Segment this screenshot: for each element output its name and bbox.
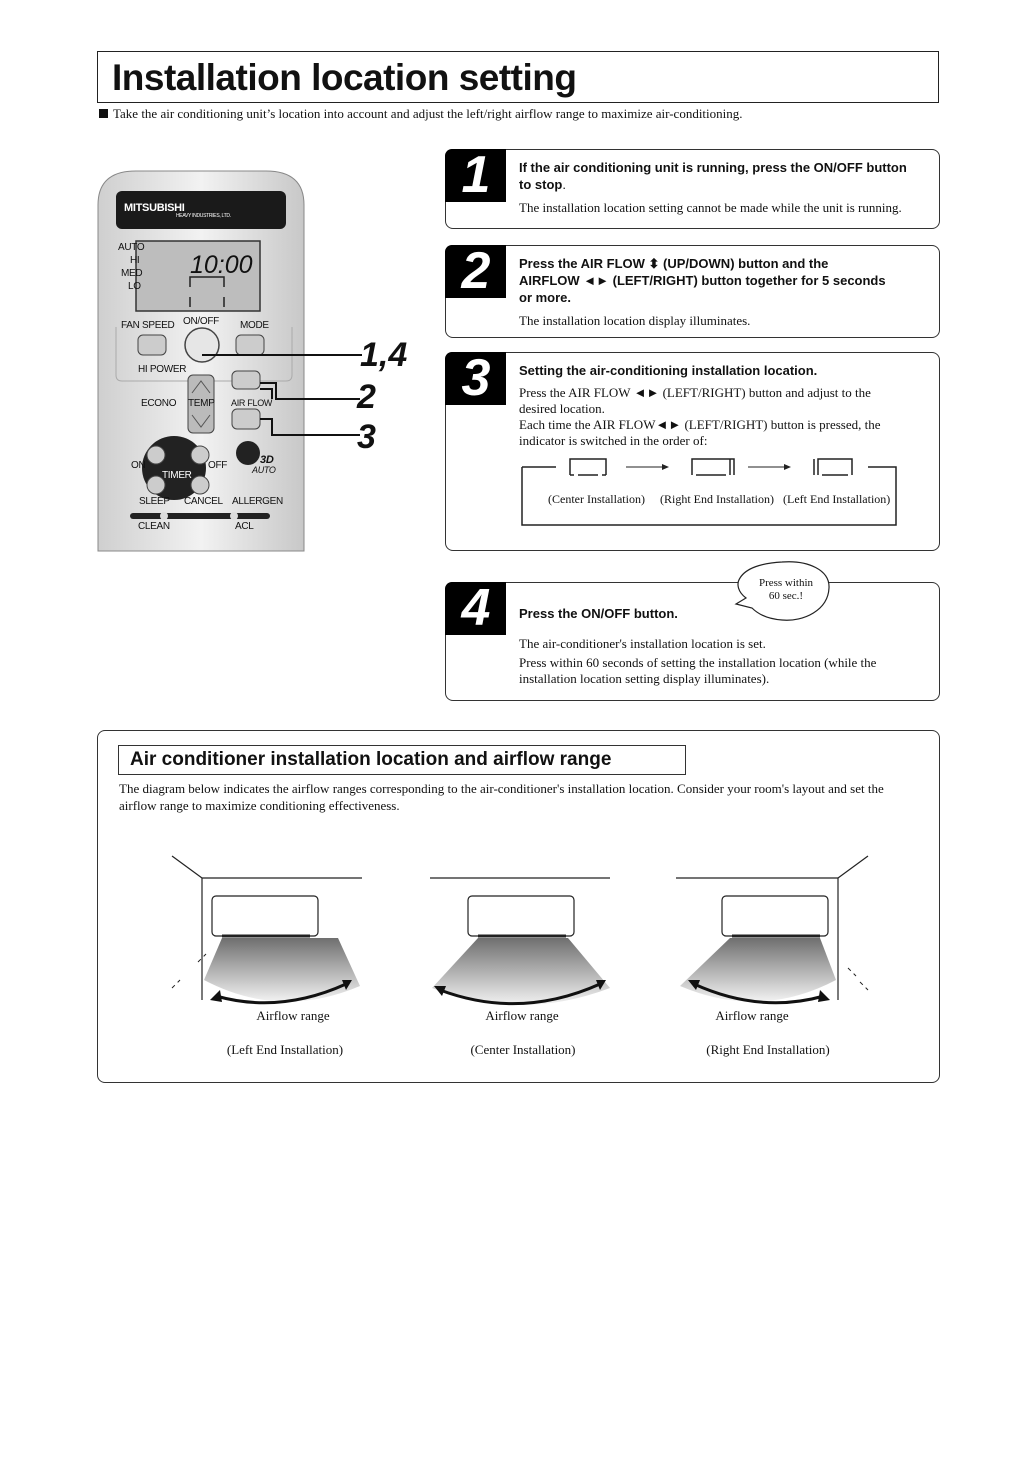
- page-title: Installation location setting: [112, 57, 577, 98]
- step-2-heading-line: or more.: [519, 290, 572, 305]
- callout-2: 2: [357, 378, 376, 416]
- step-1-number: 1: [461, 146, 491, 204]
- cycle-left-end-label: (Left End Installation): [783, 492, 891, 506]
- left-end-diagram: [172, 856, 362, 1003]
- step-2-heading-line: Press the AIR FLOW ⬍ (UP/DOWN) button and the: [519, 256, 829, 271]
- step-1-heading-tail: .: [562, 177, 566, 192]
- section-title: Air conditioner installation location and airflow range: [130, 749, 612, 770]
- step-4-body: [519, 636, 939, 687]
- step-2-heading-line: AIRFLOW ◄► (LEFT/RIGHT) button together for 5 seconds: [519, 273, 886, 288]
- step-3: [445, 349, 940, 551]
- remote-econo-label: ECONO: [141, 398, 177, 409]
- bullet-square-icon: [99, 109, 108, 118]
- step-4-number-badge: [445, 579, 506, 637]
- cycle-center-label: (Center Installation): [548, 492, 645, 506]
- speech-bubble-line: 60 sec.!: [768, 590, 804, 602]
- step-4-body-line: The air-conditioner's installation location is set.: [519, 636, 766, 651]
- remote-airflow-label: AIR FLOW: [231, 398, 273, 408]
- step-3-body-line: desired location.: [519, 401, 605, 416]
- remote-hi-label: HI: [130, 255, 140, 266]
- right-end-caption: (Right End Installation): [706, 1042, 830, 1057]
- right-end-range-label: Airflow range: [715, 1008, 789, 1023]
- step-4-heading: Press the ON/OFF button.: [519, 606, 678, 621]
- remote-clean-label: CLEAN: [138, 521, 170, 532]
- speech-bubble-line: Press within: [758, 577, 814, 589]
- remote-allergen-label: ALLERGEN: [232, 496, 283, 507]
- remote-onoff-label: ON/OFF: [183, 316, 219, 327]
- remote-display-time: 10:00: [190, 251, 253, 279]
- cycle-right-end-label: (Right End Installation): [660, 492, 774, 506]
- speech-bubble-text: [748, 577, 824, 603]
- remote-lo-label: LO: [128, 281, 141, 292]
- intro-text: Take the air conditioning unit’s location into account and adjust the left/right airflow range to maximize air-conditioning.: [113, 106, 743, 121]
- callout-3: 3: [357, 418, 376, 456]
- remote-auto-label: AUTO: [118, 242, 145, 253]
- step-3-number: 3: [461, 349, 491, 407]
- step-3-heading: Setting the air-conditioning installation location.: [519, 363, 818, 378]
- callout-1-4: 1,4: [360, 336, 408, 374]
- remote-temp-label: TEMP: [188, 398, 215, 409]
- center-diagram: [430, 878, 610, 1005]
- step-3-body: [519, 385, 939, 449]
- left-end-range-label: Airflow range: [256, 1008, 330, 1023]
- step-3-body-line: Press the AIR FLOW ◄► (LEFT/RIGHT) button and adjust to the: [519, 385, 871, 400]
- remote-brand: MITSUBISHI: [124, 202, 185, 214]
- step-2-body: The installation location display illuminates.: [519, 313, 751, 328]
- remote-hipower-label: HI POWER: [138, 364, 187, 375]
- remote-on-label: ON: [131, 460, 146, 471]
- indicator-cycle-diagram: [516, 451, 906, 531]
- step-1-number-badge: [445, 146, 506, 204]
- step-1: [445, 146, 940, 229]
- step-3-body-line: Each time the AIR FLOW◄► (LEFT/RIGHT) button is pressed, the: [519, 417, 881, 432]
- right-end-diagram: [676, 856, 868, 1003]
- step-2-heading: [519, 255, 939, 306]
- center-caption: (Center Installation): [470, 1042, 576, 1057]
- step-1-heading-bold: If the air conditioning unit is running, press the ON/OFF button to stop: [519, 160, 907, 192]
- step-4-number: 4: [461, 579, 491, 637]
- step-1-heading: [519, 159, 909, 193]
- remote-off-label: OFF: [208, 460, 228, 471]
- step-2-number: 2: [461, 242, 491, 300]
- remote-fan-speed-label: FAN SPEED: [121, 320, 175, 331]
- step-3-body-line: indicator is switched in the order of:: [519, 433, 708, 448]
- remote-cancel-label: CANCEL: [184, 496, 223, 507]
- intro: [99, 106, 743, 122]
- step-1-body: The installation location setting cannot be made while the unit is running.: [519, 200, 902, 215]
- remote-brand-sub: HEAVY INDUSTRIES, LTD.: [176, 213, 231, 219]
- center-range-label: Airflow range: [485, 1008, 559, 1023]
- remote-sleep-label: SLEEP: [139, 496, 170, 507]
- remote-timer-label: TIMER: [162, 470, 192, 481]
- remote-mode-label: MODE: [240, 320, 269, 331]
- left-end-caption: (Left End Installation): [226, 1042, 344, 1057]
- step-2: [445, 242, 940, 338]
- remote-3d-auto-label: AUTO: [252, 465, 276, 475]
- step-4-body-line: installation location setting display illuminates).: [519, 671, 770, 686]
- remote-acl-label: ACL: [235, 521, 254, 532]
- step-2-number-badge: [445, 242, 506, 300]
- airflow-diagrams: [160, 850, 880, 1010]
- step-4-body-line: Press within 60 seconds of setting the installation location (while the: [519, 655, 877, 670]
- remote-med-label: MED: [121, 268, 143, 279]
- remote-3d-label: 3D: [260, 454, 274, 466]
- section-description: The diagram below indicates the airflow ranges corresponding to the air-conditioner's installation location. Consider your room's layout and set the airflow range to maximize conditioning effectiveness.: [119, 781, 884, 813]
- step-4: [445, 579, 940, 701]
- step-3-number-badge: [445, 349, 506, 407]
